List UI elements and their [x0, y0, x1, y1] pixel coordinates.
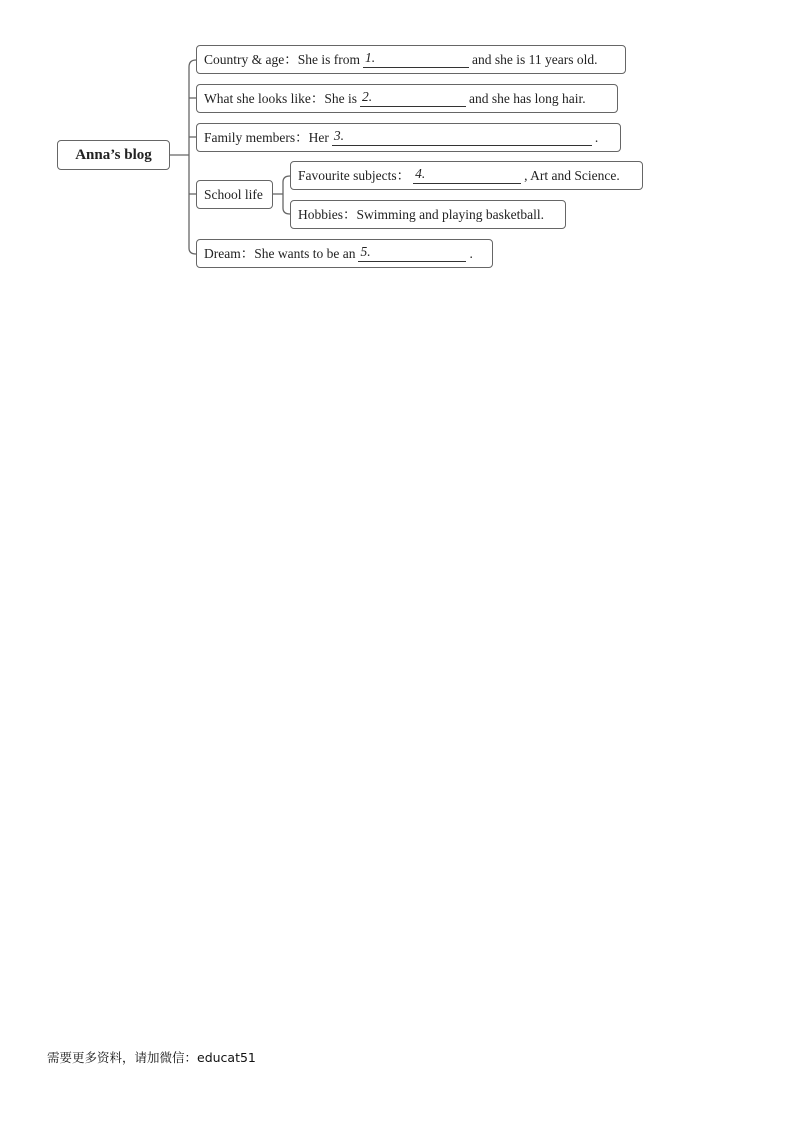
- dream-node: [196, 239, 493, 268]
- dream-prefix: Dream：She wants to be an: [204, 245, 356, 261]
- mind-map: [0, 0, 800, 300]
- blank-2: 2.: [360, 90, 466, 106]
- hobbies-text: Hobbies：Swimming and playing basketball.: [298, 206, 544, 222]
- country-node: [196, 45, 626, 74]
- blank-5: 5.: [358, 245, 466, 261]
- country-suffix: and she is 11 years old.: [471, 51, 598, 67]
- subjects-prefix: Favourite subjects：: [298, 167, 411, 183]
- blank-4: 4.: [413, 167, 521, 183]
- school-life-node: [196, 180, 273, 209]
- blank-1: 1.: [363, 51, 469, 67]
- footer-note: 需要更多资料，请加微信：educat51: [47, 1050, 256, 1065]
- dream-suffix: .: [469, 245, 473, 261]
- family-suffix: .: [594, 129, 599, 145]
- looks-prefix: What she looks like：She is: [204, 90, 357, 106]
- looks-node: [196, 84, 618, 113]
- family-node: [196, 123, 621, 152]
- root-node: [57, 140, 170, 170]
- family-prefix: Family members：Her: [204, 129, 329, 145]
- hobbies-node: [290, 200, 566, 229]
- looks-suffix: and she has long hair.: [468, 90, 586, 106]
- subjects-suffix: , Art and Science.: [524, 167, 620, 183]
- blank-3: 3.: [332, 129, 592, 145]
- country-prefix: Country & age：She is from: [204, 51, 360, 67]
- root-label: Anna’s blog: [75, 146, 152, 163]
- subjects-node: [290, 161, 643, 190]
- school-life-label: School life: [204, 186, 263, 202]
